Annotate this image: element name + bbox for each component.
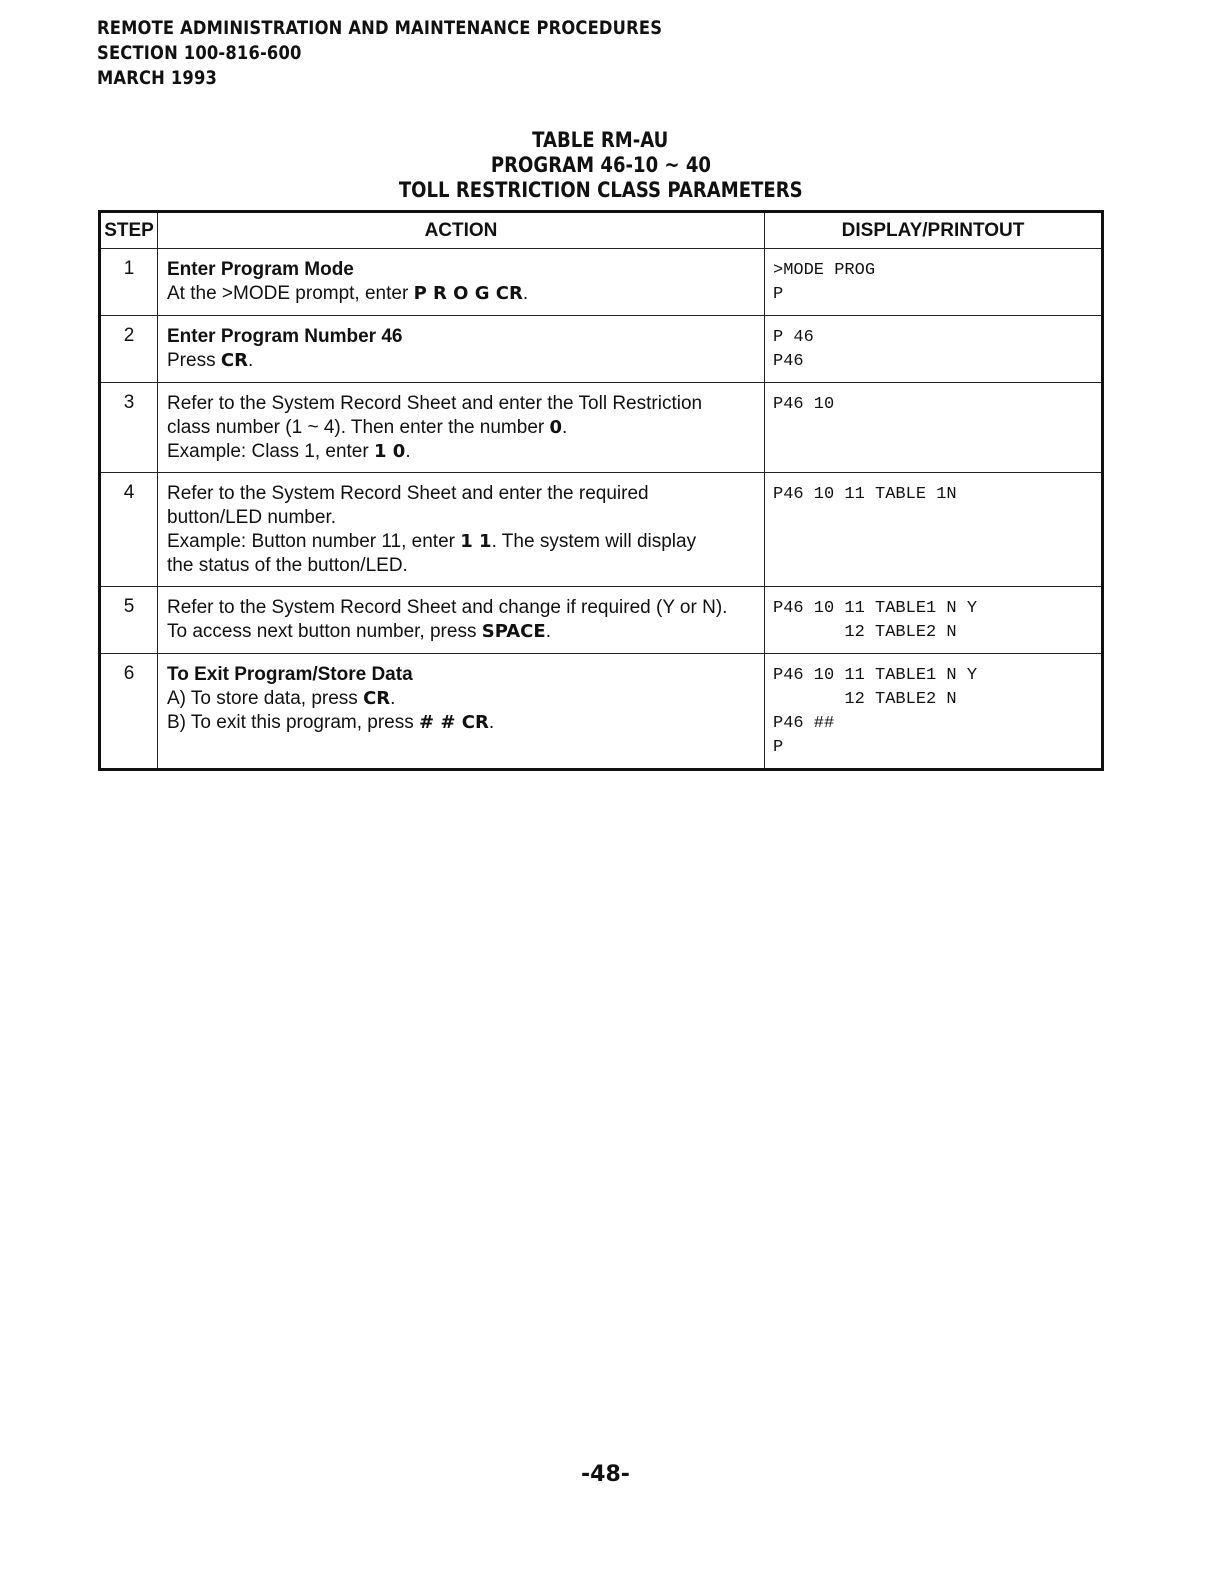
display-line: P46 10 11 TABLE1 N Y <box>773 666 978 685</box>
document-header <box>97 16 662 91</box>
action-cell <box>158 316 765 383</box>
step-number: 2 <box>100 316 158 383</box>
step-number: 4 <box>100 473 158 587</box>
key-sequence: 1 1 <box>460 531 492 552</box>
action-text: B) To exit this program, press <box>167 712 420 733</box>
table-row <box>100 383 1103 473</box>
display-cell <box>765 654 1103 770</box>
action-cell <box>158 383 765 473</box>
table-title-block <box>0 128 1201 203</box>
step-number: 3 <box>100 383 158 473</box>
action-line: the status of the button/LED. <box>167 555 408 576</box>
key-sequence: # # CR <box>419 712 489 733</box>
action-text: Press <box>167 350 221 371</box>
action-cell <box>158 587 765 654</box>
action-title: Enter Program Mode <box>167 259 354 280</box>
action-text: A) To store data, press <box>167 688 364 709</box>
table-row <box>100 473 1103 587</box>
header-row <box>100 212 1103 249</box>
key-sequence: CR <box>220 350 248 371</box>
display-line: P <box>773 738 784 757</box>
table-row <box>100 316 1103 383</box>
action-line <box>167 687 756 711</box>
table-subject: TOLL RESTRICTION CLASS PARAMETERS <box>398 178 803 202</box>
procedure-table <box>98 210 1104 771</box>
action-line <box>167 416 756 440</box>
display-line: P46 <box>773 352 804 371</box>
program-range: PROGRAM 46-10 ~ 40 <box>490 153 711 177</box>
display-cell <box>765 473 1103 587</box>
table-id: TABLE RM-AU <box>532 128 669 152</box>
action-text: . <box>488 712 495 733</box>
header-date: MARCH 1993 <box>97 67 218 89</box>
action-text: At the >MODE prompt, enter <box>167 283 414 304</box>
action-text: . <box>405 441 411 462</box>
action-line <box>167 620 756 644</box>
display-line: P 46 <box>773 328 814 347</box>
action-text: Example: Class 1, enter <box>167 441 374 462</box>
action-line: Refer to the System Record Sheet and enter the required <box>167 483 649 504</box>
action-cell <box>158 249 765 316</box>
header-section: SECTION 100-816-600 <box>97 42 302 64</box>
display-line: >MODE PROG <box>773 261 876 280</box>
page-number: -48- <box>581 1462 630 1487</box>
action-line <box>167 440 756 464</box>
table-row <box>100 654 1103 770</box>
action-text: . <box>390 688 396 709</box>
table-row <box>100 587 1103 654</box>
step-number: 6 <box>100 654 158 770</box>
display-cell <box>765 316 1103 383</box>
key-sequence: CR <box>363 688 391 709</box>
action-line: Refer to the System Record Sheet and enter the Toll Restriction <box>167 393 703 414</box>
display-line: P46 10 <box>773 395 835 414</box>
display-cell <box>765 383 1103 473</box>
display-line: 12 TABLE2 N <box>773 623 957 642</box>
action-text: . <box>522 283 529 304</box>
action-line <box>167 282 756 306</box>
display-cell <box>765 249 1103 316</box>
action-title: To Exit Program/Store Data <box>167 664 413 685</box>
column-header-action: ACTION <box>158 212 765 249</box>
action-line: Refer to the System Record Sheet and change if required (Y or N). <box>167 597 728 618</box>
action-text: . The system will display <box>491 531 697 552</box>
display-line: P46 ## <box>773 714 835 733</box>
step-number: 1 <box>100 249 158 316</box>
action-line: button/LED number. <box>167 507 336 528</box>
display-cell <box>765 587 1103 654</box>
action-cell <box>158 654 765 770</box>
column-header-display: DISPLAY/PRINTOUT <box>765 212 1103 249</box>
action-text: . <box>247 350 254 371</box>
header-title: REMOTE ADMINISTRATION AND MAINTENANCE PROCEDURES <box>97 17 663 39</box>
column-header-step: STEP <box>100 212 158 249</box>
action-text: class number (1 ~ 4). Then enter the number <box>167 417 550 438</box>
action-line <box>167 349 756 373</box>
action-title: Enter Program Number 46 <box>167 326 403 347</box>
action-text: . <box>545 621 551 642</box>
key-sequence: 1 0 <box>373 441 406 462</box>
display-line: P46 10 11 TABLE1 N Y <box>773 599 978 618</box>
display-line: P <box>773 285 784 304</box>
display-line: 12 TABLE2 N <box>773 690 957 709</box>
key-sequence: SPACE <box>481 621 546 642</box>
table-row <box>100 249 1103 316</box>
key-sequence: 0 <box>549 417 563 438</box>
step-number: 5 <box>100 587 158 654</box>
action-line <box>167 530 756 554</box>
action-cell <box>158 473 765 587</box>
action-text: . <box>562 417 568 438</box>
action-text: To access next button number, press <box>167 621 482 642</box>
key-sequence: P R O G CR <box>413 283 523 304</box>
display-line: P46 10 11 TABLE 1N <box>773 485 957 504</box>
action-line <box>167 711 756 735</box>
action-text: Example: Button number 11, enter <box>167 531 461 552</box>
